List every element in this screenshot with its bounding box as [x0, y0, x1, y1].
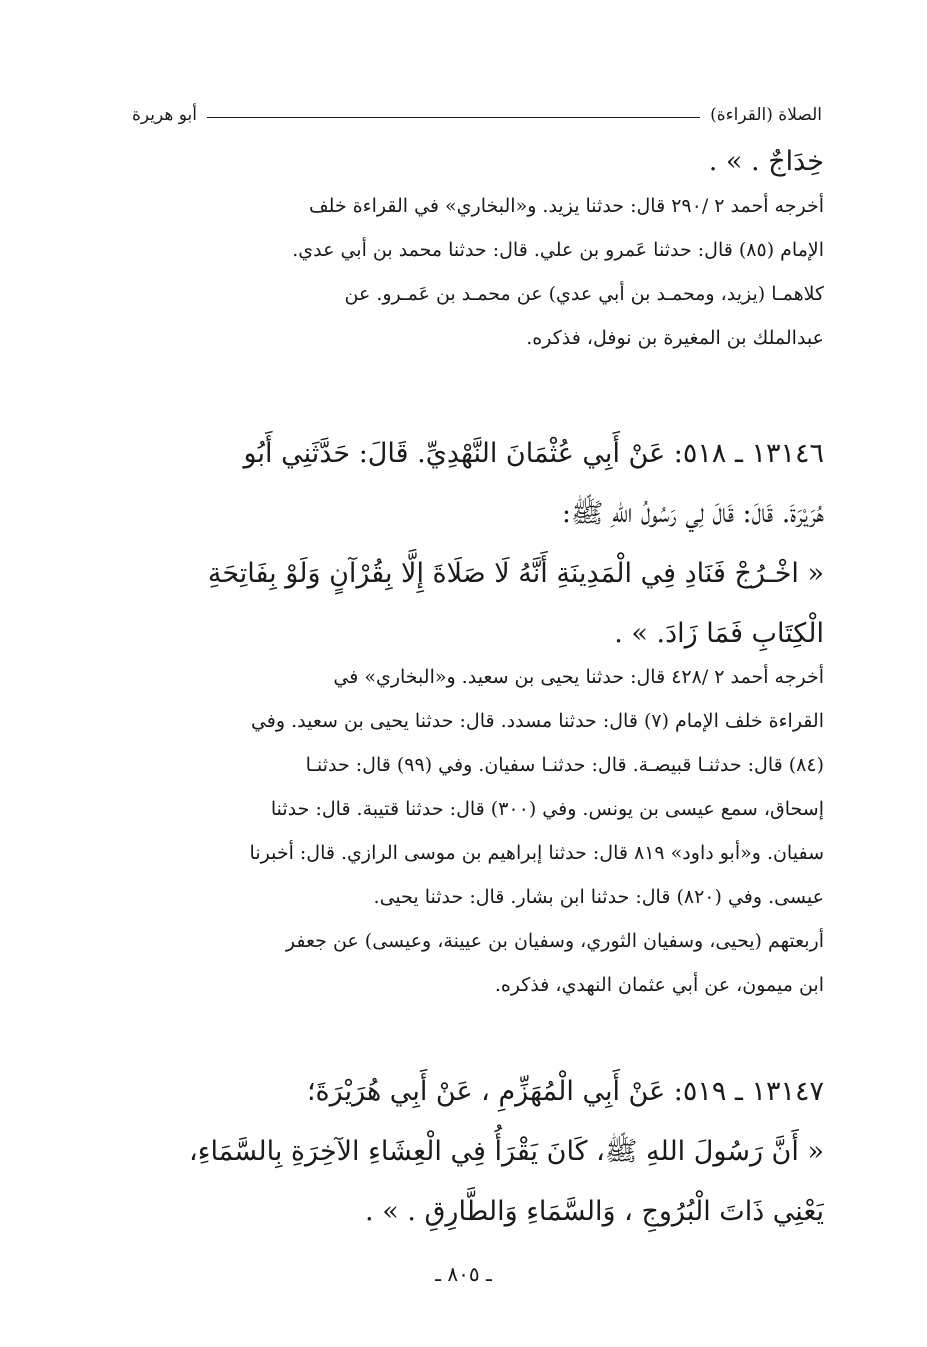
takhrij-line: كلاهمـا (يزيد، ومحمـد بن أبي عدي) عن محمـد بن عَمـرو. عن	[344, 283, 824, 305]
takhrij-line: الإمام (٨٥) قال: حدثنا عَمرو بن علي. قال: حدثنا محمد بن أبي عدي.	[292, 239, 824, 261]
page-number: ـ ٨٠٥ ـ	[435, 1262, 492, 1286]
hadith-tail: خِدَاجٌ . » .	[708, 146, 824, 177]
hadith-line: يَعْنِي ذَاتَ الْبُرُوجِ ، وَالسَّمَاءِ وَالطَّارِقِ . » .	[365, 1196, 824, 1227]
hadith-line: « اخْـرُجْ فَنَادِ فِي الْمَدِينَةِ أَنَّهُ لَا صَلَاةَ إِلَّا بِقُرْآنٍ وَلَوْ بِفَاتِحَةِ	[207, 558, 824, 589]
takhrij-line: أربعتهم (يحيى، وسفيان الثوري، وسفيان بن عيينة، وعيسى) عن جعفر	[285, 930, 824, 952]
takhrij-line: عيسى. وفي (٨٢٠) قال: حدثنا ابن بشار. قال: حدثنا يحيى.	[373, 886, 824, 908]
hadith-line: الْكِتَابِ فَمَا زَادَ. » .	[614, 618, 824, 649]
previous-hadith-section	[132, 140, 824, 360]
header-chapter: الصلاة (القراءة)	[710, 105, 822, 125]
takhrij-line: القراءة خلف الإمام (٧) قال: حدثنا مسدد. قال: حدثنا يحيى بن سعيد. وفي	[250, 710, 824, 732]
takhrij-line: أخرجه أحمد ٢ /٢٩٠ قال: حدثنا يزيد. و«البخاري» في القراءة خلف	[308, 195, 824, 217]
takhrij-line: إسحاق، سمع عيسى بن يونس. وفي (٣٠٠) قال: حدثنا قتيبة. قال: حدثنا	[270, 798, 824, 820]
header-rule	[207, 117, 700, 118]
hadith-line: ١٣١٤٧ ـ ٥١٩: عَنْ أَبِي الْمُهَزِّمِ ، عَنْ أَبِي هُرَيْرَةَ؛	[306, 1076, 824, 1107]
takhrij-line: ابن ميمون، عن أبي عثمان النهدي، فذكره.	[494, 974, 824, 996]
takhrij-line: عبدالملك بن المغيرة بن نوفل، فذكره.	[526, 327, 824, 349]
hadith-13146	[132, 424, 824, 664]
hadith-line: ١٣١٤٦ ـ ٥١٨: عَنْ أَبِي عُثْمَانَ النَّهْدِيِّ. قَالَ: حَدَّثَنِي أَبُو	[243, 438, 824, 469]
takhrij-line: أخرجه أحمد ٢ /٤٢٨ قال: حدثنا يحيى بن سعيد. و«البخاري» في	[333, 666, 824, 688]
header-narrator: أبو هريرة	[132, 105, 198, 125]
takhrij-line: (٨٤) قال: حدثنـا قبيصـة. قال: حدثنـا سفيان. وفي (٩٩) قال: حدثنـا	[305, 754, 824, 776]
running-header	[132, 98, 822, 132]
takhrij-13146	[132, 655, 824, 1007]
hadith-line: « أَنَّ رَسُولَ اللهِ ﷺ، كَانَ يَقْرَأُ فِي الْعِشَاءِ الآخِرَةِ بِالسَّمَاءِ،	[189, 1136, 824, 1167]
hadith-13147	[132, 1062, 824, 1242]
takhrij-line: سفيان. و«أبو داود» ٨١٩ قال: حدثنا إبراهيم بن موسى الرازي. قال: أخبرنا	[249, 842, 824, 864]
hadith-line: هُرَيْرَةَ. قَالَ: قَالَ لِي رَسُولُ اللهِ ﷺ:	[561, 498, 824, 529]
